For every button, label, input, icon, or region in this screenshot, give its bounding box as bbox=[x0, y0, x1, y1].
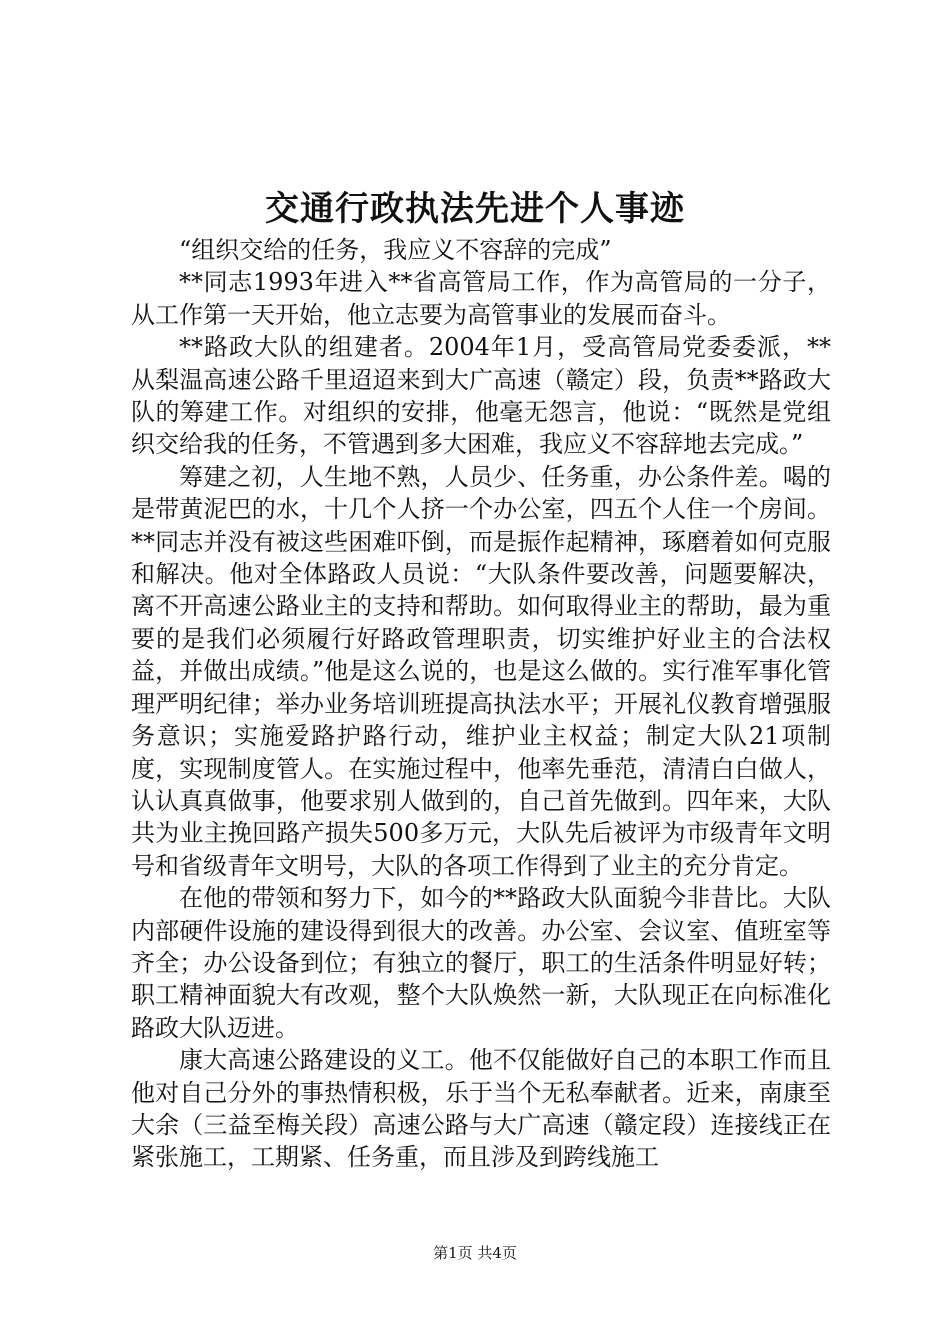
paragraph: 筹建之初，人生地不熟，人员少、任务重，办公条件差。喝的是带黄泥巴的水，十几个人挤一个办公室，四五个人住一个房间。**同志并没有被这些困难吓倒，而是振作起精神，琢磨着如何克服和解决。他对全体路政人员说：“大队条件要改善，问题要解决，离不开高速公路业主的支持和帮助。如何取得业主的帮助，最为重要的是我们必须履行好路政管理职责，切实维护好业主的合法权益，并做出成绩。”他是这么说的，也是这么做的。实行准军事化管理严明纪律；举办业务培训班提高执法水平；开展礼仪教育增强服务意识；实施爱路护路行动，维护业主权益；制定大队21项制度，实现制度管人。在实施过程中，他率先垂范，清清白白做人，认认真真做事，他要求别人做到的，自己首先做到。四年来，大队共为业主挽回路产损失500多万元，大队先后被评为市级青年文明号和省级青年文明号，大队的各项工作得到了业主的充分肯定。 bbox=[131, 462, 831, 880]
paragraph: “组织交给的任务，我应义不容辞的完成” bbox=[179, 236, 612, 264]
paragraph: **同志1993年进入**省高管局工作，作为高管局的一分子，从工作第一天开始，他立志要为高管事业的发展而奋斗。 bbox=[131, 268, 831, 329]
document-body bbox=[131, 234, 831, 1174]
paragraph: 在他的带领和努力下，如今的**路政大队面貌今非昔比。大队内部硬件设施的建设得到很大的改善。办公室、会议室、值班室等齐全；办公设备到位；有独立的餐厅，职工的生活条件明显好转；职工精神面貌大有改观，整个大队焕然一新，大队现正在向标准化路政大队迈进。 bbox=[131, 884, 831, 1042]
document-title: 交通行政执法先进个人事迹 bbox=[265, 189, 685, 229]
paragraph: 康大高速公路建设的义工。他不仅能做好自己的本职工作而且他对自己分外的事热情积极，乐于当个无私奉献者。近来，南康至大余（三益至梅关段）高速公路与大广高速（赣定段）连接线正在紧张施工，工期紧、任务重，而且涉及到跨线施工 bbox=[131, 1046, 831, 1172]
paragraph: **路政大队的组建者。2004年1月，受高管局党委委派，**从梨温高速公路千里迢迢来到大广高速（赣定）段，负责**路政大队的筹建工作。对组织的安排，他毫无怨言，他说：“既然是党组织交给我的任务，不管遇到多大困难，我应义不容辞地去完成。” bbox=[131, 333, 831, 459]
page-number-footer: 第1页 共4页 bbox=[433, 1244, 517, 1262]
